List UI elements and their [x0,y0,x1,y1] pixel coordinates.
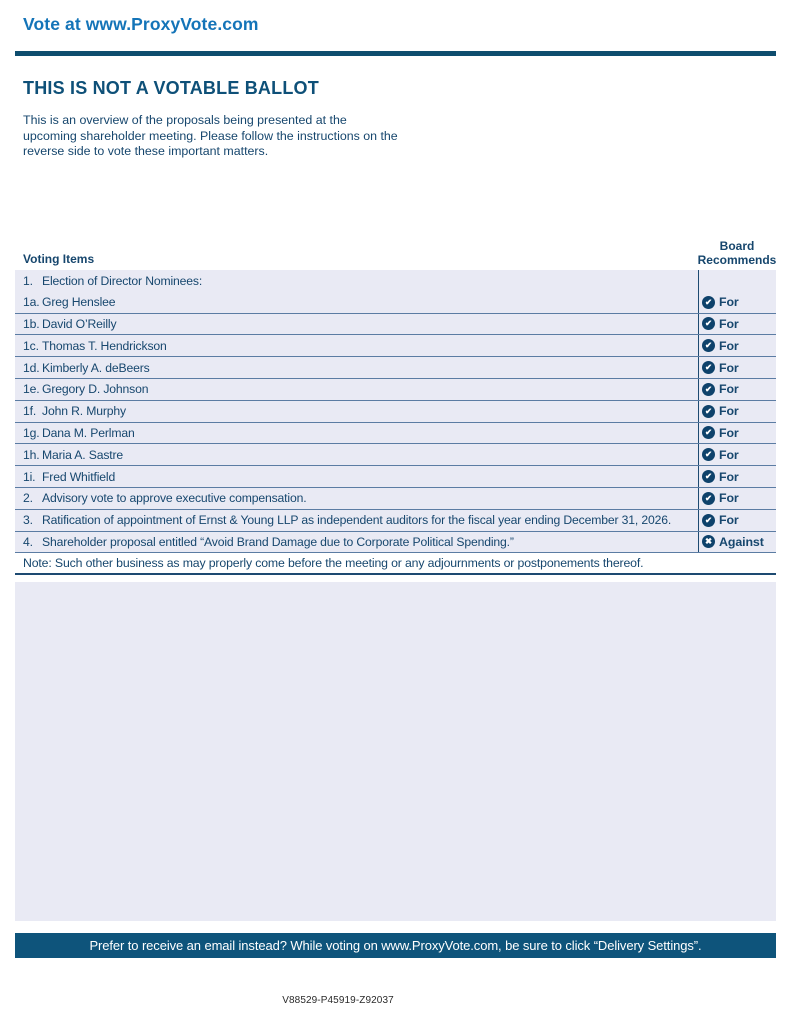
table-row [15,314,776,336]
banner-text: Prefer to receive an email instead? While voting on www.ProxyVote.com, be sure to click “Delivery Settings”. [89,938,702,953]
recommendation-cell [698,314,776,335]
recommendation-cell [698,423,776,444]
row-number: 1. [23,273,33,288]
check-circle-icon: ✔ [702,339,715,352]
header-title: Vote at www.ProxyVote.com [23,14,259,34]
row-text: Advisory vote to approve executive compensation. [42,491,307,506]
row-text: David O’Reilly [42,316,117,331]
recommendation-label: For [719,316,739,331]
recommendation-label: For [719,382,739,397]
table-empty-area [15,582,776,921]
row-text: Gregory D. Johnson [42,382,149,397]
row-text: Ratification of appointment of Ernst & Young LLP as independent auditors for the fiscal year ending December 31, 2026. [42,513,672,528]
row-number: 4. [23,534,33,549]
recommendation-cell [698,466,776,487]
check-circle-icon: ✔ [702,426,715,439]
recommendation-label: For [719,360,739,375]
recommendation-cell [698,488,776,509]
document-code: V88529-P45919-Z92037 [282,995,394,1006]
recommendation-cell [698,444,776,465]
row-text: Shareholder proposal entitled “Avoid Brand Damage due to Corporate Political Spending.” [42,534,514,549]
check-circle-icon: ✔ [702,317,715,330]
table-row [15,444,776,466]
recommendation-cell [698,357,776,378]
row-text: John R. Murphy [42,404,126,419]
table-row [15,423,776,445]
table-row [15,510,776,532]
check-circle-icon: ✔ [702,383,715,396]
check-circle-icon: ✔ [702,514,715,527]
table-row [15,401,776,423]
recommendation-label: For [719,425,739,440]
row-text: Election of Director Nominees: [42,273,203,288]
table-row [15,466,776,488]
row-text: Fred Whitfield [42,469,116,484]
not-votable-heading: THIS IS NOT A VOTABLE BALLOT [23,78,319,98]
row-text: Dana M. Perlman [42,425,135,440]
table-row [15,292,776,314]
recommendation-label: For [719,295,739,310]
recommendation-label: For [719,404,739,419]
recommendation-label: Against [719,534,764,549]
row-number: 1h. [23,447,40,462]
row-number: 1d. [23,360,40,375]
table-row [15,379,776,401]
row-text: Maria A. Sastre [42,447,124,462]
recommendation-label: For [719,469,739,484]
recommendation-label: For [719,447,739,462]
check-circle-icon: ✔ [702,492,715,505]
recommendation-cell [698,532,776,553]
recommendation-cell [698,270,776,292]
check-circle-icon: ✔ [702,405,715,418]
row-number: 1i. [23,469,36,484]
intro-paragraph: This is an overview of the proposals being presented at the upcoming shareholder meeting. Please follow the instructions on the reverse side to vote these important matters. [23,113,398,159]
table-row [15,488,776,510]
check-circle-icon: ✔ [702,361,715,374]
row-text: Thomas T. Hendrickson [42,338,167,353]
check-circle-icon: ✔ [702,470,715,483]
voting-items-column-header: Voting Items [23,252,95,266]
footer-banner [15,933,776,958]
recommendation-label: For [719,491,739,506]
recommendation-cell [698,335,776,356]
note-text: Note: Such other business as may properly come before the meeting or any adjournments or postponements thereof. [23,556,644,571]
table-row [15,270,776,292]
recommendation-label: For [719,513,739,528]
recommendation-cell [698,379,776,400]
row-number: 1g. [23,425,40,440]
row-text: Greg Henslee [42,295,116,310]
check-circle-icon: ✔ [702,296,715,309]
row-number: 1f. [23,404,37,419]
row-number: 1c. [23,338,39,353]
row-number: 1e. [23,382,40,397]
voting-table [15,270,776,921]
recommendation-cell [698,292,776,313]
table-row [15,357,776,379]
row-number: 2. [23,491,33,506]
row-number: 1b. [23,316,40,331]
recommendation-label: For [719,338,739,353]
table-row [15,335,776,357]
x-circle-icon: ✖ [702,535,715,548]
board-recommends-column-header: Board Recommends [697,239,777,267]
table-row [15,532,776,554]
row-number: 1a. [23,295,40,310]
row-text: Kimberly A. deBeers [42,360,150,375]
recommendation-cell [698,510,776,531]
voting-table-rows [15,270,776,553]
note-row [15,553,776,575]
recommendation-cell [698,401,776,422]
row-number: 3. [23,513,33,528]
check-circle-icon: ✔ [702,448,715,461]
header-rule-divider [15,51,776,56]
